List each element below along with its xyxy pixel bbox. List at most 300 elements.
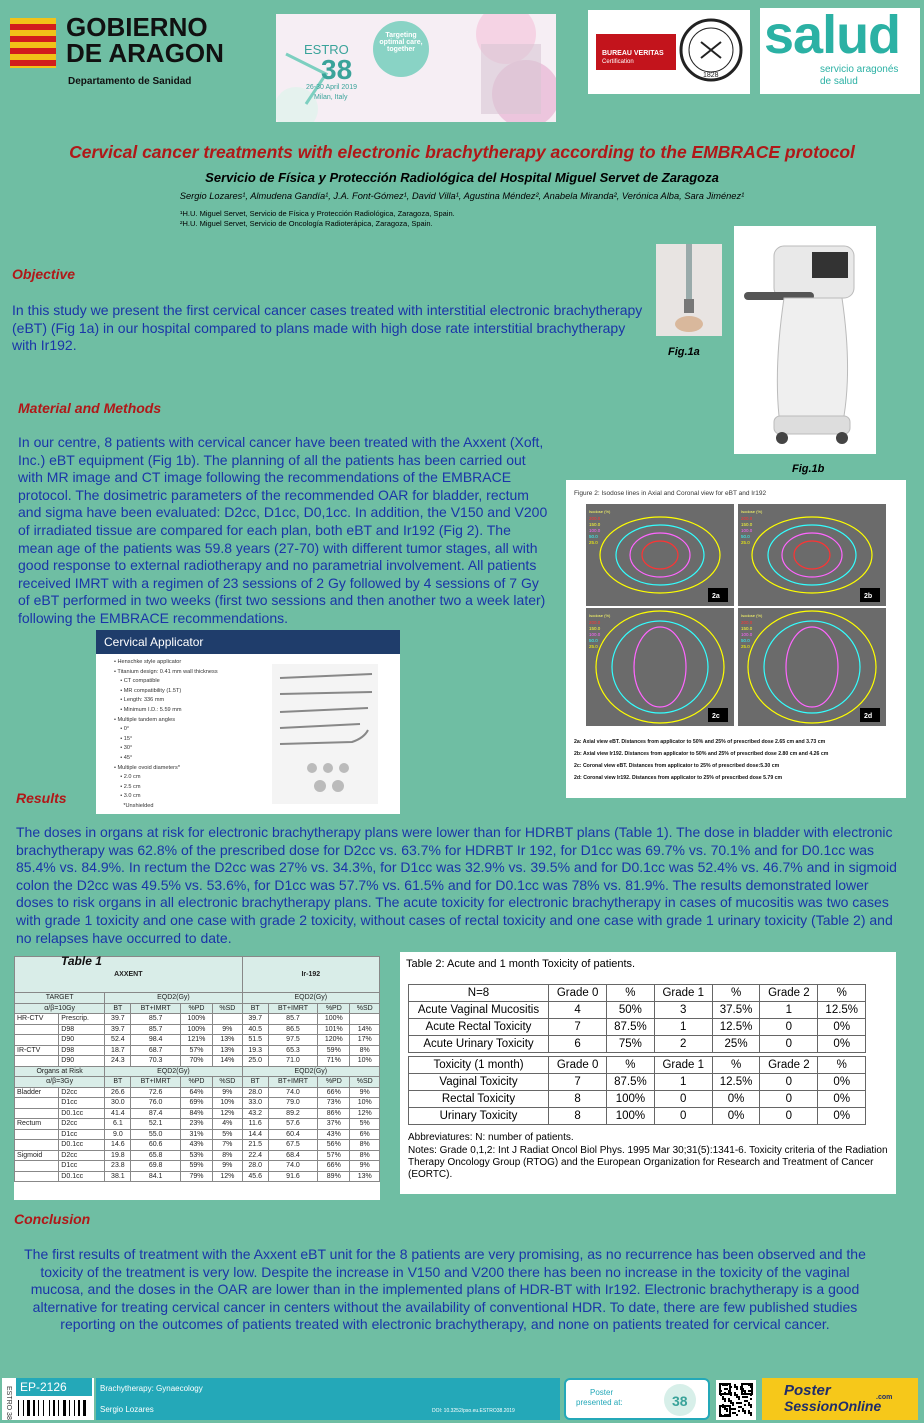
barcode-icon [16, 1398, 92, 1418]
table1-col-header: %SD [213, 1077, 243, 1088]
presented-line2: presented at: [576, 1398, 623, 1407]
table-cell: 19.3 [242, 1045, 268, 1056]
conclusion-heading: Conclusion [14, 1211, 91, 1227]
table1-eqd-axxent-2: EQD2(Gy) [157, 1067, 190, 1075]
table1-col-header: BT+IMRT [268, 1077, 317, 1088]
table-cell: 0% [818, 1036, 866, 1053]
table-cell: 8% [350, 1045, 380, 1056]
table-cell [15, 1098, 59, 1109]
table-cell: 71% [318, 1056, 350, 1067]
table-cell: Bladder [15, 1087, 59, 1098]
table1-col-header: %SD [213, 1003, 243, 1014]
table-cell: 86% [318, 1108, 350, 1119]
table-row [15, 1087, 380, 1098]
bv-year: 1828 [703, 72, 719, 79]
salud-word: salud [764, 5, 901, 65]
isodose-legend-value: 25.0 [741, 644, 750, 649]
methods-heading: Material and Methods [18, 400, 162, 416]
table-cell: 51.5 [242, 1035, 268, 1046]
table-cell: 18.7 [105, 1045, 131, 1056]
table-cell: 66% [318, 1087, 350, 1098]
table-cell: 65.3 [268, 1045, 317, 1056]
table-row [15, 1119, 380, 1130]
table-cell: 43% [318, 1129, 350, 1140]
table-row [15, 1161, 380, 1172]
pso-poster: Poster [784, 1382, 831, 1399]
table-cell: 9% [213, 1087, 243, 1098]
table-cell: 53% [180, 1150, 212, 1161]
table-row [15, 1045, 380, 1056]
table-cell: 100% [180, 1024, 212, 1035]
table-cell: 17% [350, 1035, 380, 1046]
isodose-panel-2d [738, 608, 886, 726]
table-cell: 25.0 [242, 1056, 268, 1067]
table-cell: 13% [213, 1035, 243, 1046]
table-cell: 22.4 [242, 1150, 268, 1161]
table-cell: 68.4 [268, 1150, 317, 1161]
table-cell: 87.5% [607, 1074, 654, 1091]
bureau-veritas-logo [588, 10, 750, 94]
fig1b-caption: Fig.1b [792, 463, 825, 475]
table-cell: D2cc [59, 1119, 105, 1130]
table-cell: 12% [213, 1108, 243, 1119]
objective-text: In this study we present the first cervical cancer cases treated with interstitial electronic brachytherapy (eBT) (Fig 1a) in our hospital compared to plans made with high dose rate interstitial brachytherapy with Ir192. [12, 302, 643, 354]
isodose-legend-value: 25.0 [589, 540, 598, 545]
table-cell: 12% [350, 1108, 380, 1119]
poster-subtitle: Servicio de Física y Protección Radiológica del Hospital Miguel Servet de Zaragoza [205, 170, 719, 185]
table-cell [15, 1056, 59, 1067]
figure2-title: Figure 2: Isodose lines in Axial and Coronal view for eBT and Ir192 [574, 490, 767, 497]
salud-logo [760, 5, 920, 94]
table-cell: 14% [213, 1056, 243, 1067]
panel-label: 2b [864, 593, 873, 600]
table-cell: 0% [818, 1019, 866, 1036]
table-cell: 100% [607, 1091, 654, 1108]
applicator-item: • 45° [114, 754, 133, 761]
table-cell: 0 [760, 1019, 818, 1036]
table-cell: HR-CTV [15, 1014, 59, 1025]
isodose-legend-value: 25.0 [741, 540, 750, 545]
table-cell: 89.2 [268, 1108, 317, 1119]
table-cell: 85.7 [131, 1014, 180, 1025]
table-cell: 11.6 [242, 1119, 268, 1130]
table-cell: 79.0 [268, 1098, 317, 1109]
table-cell: 39.7 [105, 1014, 131, 1025]
table-cell: 39.7 [242, 1014, 268, 1025]
table-cell: 9% [350, 1161, 380, 1172]
table-cell: 3 [654, 1002, 712, 1019]
table-cell: 69.8 [131, 1161, 180, 1172]
row-label: Vaginal Toxicity [409, 1074, 549, 1091]
isodose-legend-value: 200.0 [741, 620, 753, 625]
table2-abbrev: Abbreviatures: N: number of patients. [408, 1132, 574, 1143]
table1-col-header: %SD [350, 1003, 380, 1014]
affiliation-2: ²H.U. Miguel Servet, Servicio de Oncología Radioterápica, Zaragoza, Spain. [180, 219, 433, 228]
table-cell: 60.4 [268, 1129, 317, 1140]
table-cell: 0% [818, 1074, 866, 1091]
table-cell [213, 1014, 243, 1025]
table-cell: 2 [654, 1036, 712, 1053]
applicator-item: *Unshielded [114, 802, 154, 809]
table-cell: 10% [350, 1056, 380, 1067]
isodose-legend-value: 100.0 [741, 632, 753, 637]
panel-label: 2a [712, 593, 720, 600]
isodose-legend-title: Isodose (%) [589, 509, 611, 514]
isodose-images [566, 504, 906, 734]
table-cell: 5% [213, 1129, 243, 1140]
table1-eqd-ir-2: EQD2(Gy) [294, 1067, 328, 1075]
row-label: Rectal Toxicity [409, 1091, 549, 1108]
table-cell: 60.6 [131, 1140, 180, 1151]
table-cell: 64% [180, 1087, 212, 1098]
footer-category: Brachytherapy: Gynaecology [100, 1384, 203, 1393]
table-cell: 0 [654, 1108, 712, 1125]
footer-author: Sergio Lozares [100, 1405, 154, 1414]
methods-text: In our centre, 8 patients with cervical cancer have been treated with the Axxent (Xoft, Inc.) eBT equipment (Fig 1b). The planning of all the patients has been carried out with MR image and CT image following the recommendations of the EMBRACE protocol. The dosimetric parameters of the recommended OAR for bladder, rectum and sigma have been evaluated: D2cc, D1cc, D0,1cc. In addition, the V150 and V200 of irradiated tissue are compared for each plan, both eBT and Ir192 (Fig 2). The mean age of the patients was 59.8 years (27-70) with different tumor stages, all with good response to external radiotherapy and no parametrial involvement. All patients received IMRT with a regimen of 23 sessions of 2 Gy followed by 4 sessions of 7 Gy of eBT performed in two weeks (first two sessions and then another two a week later) following the EMBRACE recommendations. [18, 434, 548, 626]
table-cell: 74.0 [268, 1161, 317, 1172]
table-cell: % [818, 985, 866, 1002]
table-row [409, 1036, 866, 1053]
caption-2b: 2b: Axial view Ir192. Distances from applicator to 50% and 25% of prescribed dose 2.80 cm and 4.26 cm [574, 751, 829, 757]
applicator-item: • 0° [114, 726, 130, 733]
table-cell: 59% [318, 1045, 350, 1056]
table-cell: 100% [607, 1108, 654, 1125]
table-cell: 76.0 [131, 1098, 180, 1109]
table-cell: 8 [549, 1091, 607, 1108]
table-cell: 0% [818, 1091, 866, 1108]
table-cell: D0.1cc [59, 1140, 105, 1151]
table-cell: 19.8 [105, 1150, 131, 1161]
table-cell: 69% [180, 1098, 212, 1109]
table-cell: 66% [318, 1161, 350, 1172]
footer-doi: DOI: 10.3252/pso.eu.ESTRO38.2019 [432, 1408, 515, 1414]
table-cell: % [818, 1057, 866, 1074]
isodose-legend-value: 25.0 [589, 644, 598, 649]
applicator-item: • Multiple tandem angles [114, 716, 176, 723]
estro-name: ESTRO [304, 42, 349, 57]
table1-col-header: BT [105, 1077, 131, 1088]
table-cell: 0 [760, 1036, 818, 1053]
results-text: The doses in organs at risk for electronic brachytherapy plans were lower than for HDRBT plans (Table 1). The dose in bladder with electronic brachytherapy was 62.8% of the prescribed dose for D2cc vs. 63.7% for HDRBT Ir 192, for D1cc was 69.7% vs. 70.1% and for D0.1cc was 85.4% vs. 84.9%. In rectum the D2cc was 27% vs. 34.3%, for D1cc was 32.9% vs. 39.5% and for D0.1cc was 52.4% vs. 46.7% and in sigmoid colon the D2cc was 49.5% vs. 53.6%, for D1cc was 57.7% vs. 61.5% and for D0.1cc was 78% vs. 81.9%. The results demonstrated lower doses to risk organs in all electronic brachytherapy plans. The acute toxicity for electronic brachytherapy in cases of mucositis was two cases with grade 1 toxicity and one case with grade 2 toxicity, without cases of rectal toxicity and one case with grade 1 urinary toxicity (Table 2) and no relapses have occurred to date. [16, 824, 897, 946]
table-cell: 74.0 [268, 1087, 317, 1098]
table-cell: 57% [318, 1150, 350, 1161]
qr-code[interactable] [716, 1380, 756, 1420]
table1-col-header: BT+IMRT [268, 1003, 317, 1014]
isodose-legend-value: 150.0 [589, 522, 601, 527]
table-cell: 12.5% [712, 1019, 759, 1036]
gobierno-line2: DE ARAGON [66, 38, 224, 68]
table-cell: 12.5% [818, 1002, 866, 1019]
table-cell: 1 [654, 1074, 712, 1091]
table-cell: 89% [318, 1171, 350, 1182]
affiliation-1: ¹H.U. Miguel Servet, Servicio de Física y Protección Radiológica, Zaragoza, Spain. [180, 209, 455, 218]
table-cell: D0.1cc [59, 1171, 105, 1182]
table1 [14, 956, 380, 1200]
panel-label: 2d [864, 713, 873, 720]
fig1a-image [656, 244, 722, 336]
poster-id-badge [16, 1378, 92, 1396]
estro-decoration-icon [276, 14, 556, 122]
table-row [15, 1140, 380, 1151]
table-cell: 24.3 [105, 1056, 131, 1067]
table-cell: 56% [318, 1140, 350, 1151]
table1-title: Table 1 [61, 954, 102, 968]
table-cell: Grade 0 [549, 1057, 607, 1074]
isodose-panel-2b [738, 504, 886, 606]
table-cell: 1 [654, 1019, 712, 1036]
applicator-item: • 15° [114, 735, 133, 742]
table-cell: Grade 2 [760, 1057, 818, 1074]
table1-col-header: BT [242, 1003, 268, 1014]
row-label: N=8 [409, 985, 549, 1002]
table-cell: 37.5% [712, 1002, 759, 1019]
gobierno-aragon-logo [10, 14, 250, 94]
table1-col-header: %PD [180, 1077, 212, 1088]
applicator-item: • Multiple ovoid diameters* [114, 764, 181, 771]
footer-side-code: ESTRO 38 [5, 1386, 12, 1420]
table-cell: 0% [818, 1108, 866, 1125]
table-cell: Grade 1 [654, 1057, 712, 1074]
table-cell: 37% [318, 1119, 350, 1130]
salud-sub1: servicio aragonés [820, 64, 899, 75]
table-cell: 87.4 [131, 1108, 180, 1119]
isodose-legend-value: 150.0 [741, 522, 753, 527]
table-row [15, 1056, 380, 1067]
table-cell: 28.0 [242, 1087, 268, 1098]
table-row [409, 1091, 866, 1108]
svg-text:38: 38 [672, 1393, 688, 1409]
isodose-legend-value: 50.0 [741, 638, 750, 643]
table-cell: 6.1 [105, 1119, 131, 1130]
table-cell: 68.7 [131, 1045, 180, 1056]
isodose-panel-2a [586, 504, 734, 606]
table-cell: 57.6 [268, 1119, 317, 1130]
isodose-legend-value: 150.0 [741, 626, 753, 631]
table-cell: 75% [607, 1036, 654, 1053]
table-cell: 41.4 [105, 1108, 131, 1119]
table-cell [15, 1108, 59, 1119]
applicator-tubes-icon [272, 664, 378, 804]
gobierno-line1: GOBIERNO [66, 12, 208, 42]
table-cell: 13% [213, 1045, 243, 1056]
table-cell: 9% [350, 1087, 380, 1098]
table1-axxent: AXXENT [114, 970, 143, 978]
table-cell: 72.6 [131, 1087, 180, 1098]
poster-id: EP-2126 [20, 1380, 67, 1394]
table-cell: Grade 1 [654, 985, 712, 1002]
table1-col-header: BT+IMRT [131, 1003, 180, 1014]
table-cell: 0 [654, 1091, 712, 1108]
table-cell: D98 [59, 1045, 105, 1056]
table-cell: 65.8 [131, 1150, 180, 1161]
table-cell: 6 [549, 1036, 607, 1053]
authors: Sergio Lozares¹, Almudena Gandía¹, J.A. Font-Gómez¹, David Villa¹, Agustina Méndez², Anabela Miranda², Verónica Alba, Sara Jiménez¹ [179, 191, 745, 201]
table-row [409, 1002, 866, 1019]
estro-banner [276, 14, 556, 122]
table-row [15, 1098, 380, 1109]
table-cell: 121% [180, 1035, 212, 1046]
table-cell [350, 1014, 380, 1025]
table1-target: TARGET [45, 994, 74, 1001]
electronic-source-icon [656, 244, 722, 336]
table-cell: % [712, 1057, 759, 1074]
applicator-item: • 2.0 cm [114, 774, 141, 781]
postersessiononline-logo[interactable] [762, 1378, 918, 1420]
table-cell: 98.4 [131, 1035, 180, 1046]
caption-2a: 2a: Axial view eBT. Distances from applicator to 50% and 25% of prescribed dose 2.65 cm and 3.73 cm [574, 739, 826, 745]
table-cell [15, 1129, 59, 1140]
table-cell: 4% [213, 1119, 243, 1130]
table-row [15, 1129, 380, 1140]
table-cell: 43% [180, 1140, 212, 1151]
table-cell [15, 1024, 59, 1035]
pso-session: SessionOnline [784, 1398, 882, 1414]
isodose-legend-value: 50.0 [741, 534, 750, 539]
table-cell: 28.0 [242, 1161, 268, 1172]
table-cell: 100% [180, 1014, 212, 1025]
table-row [15, 1014, 380, 1025]
table-cell: 57% [180, 1045, 212, 1056]
table-cell: D1cc [59, 1129, 105, 1140]
table-row [15, 1035, 380, 1046]
table-cell: 8% [350, 1140, 380, 1151]
table-cell: 84.1 [131, 1171, 180, 1182]
table-cell: D1cc [59, 1161, 105, 1172]
isodose-legend-value: 200.0 [589, 620, 601, 625]
isodose-legend-value: 150.0 [589, 626, 601, 631]
table1-eqd-axxent: EQD2(Gy) [157, 994, 190, 1001]
table-cell: 38.1 [105, 1171, 131, 1182]
table-row [409, 1057, 866, 1074]
table-cell [15, 1161, 59, 1172]
table-row [409, 1108, 866, 1125]
table-cell: 85.7 [131, 1024, 180, 1035]
table-cell: 45.6 [242, 1171, 268, 1182]
fig1b-image [734, 226, 876, 454]
table-cell: 70% [180, 1056, 212, 1067]
figure2-captions [574, 736, 828, 784]
table-cell: 4 [549, 1002, 607, 1019]
row-label: Toxicity (1 month) [409, 1057, 549, 1074]
table-cell: Prescrip. [59, 1014, 105, 1025]
table-cell: 39.7 [105, 1024, 131, 1035]
row-label: Acute Urinary Toxicity [409, 1036, 549, 1053]
table1-ab3: α/β=3Gy [46, 1078, 74, 1085]
table-cell: Rectum [15, 1119, 59, 1130]
table-cell: D90 [59, 1056, 105, 1067]
table-cell: % [607, 985, 654, 1002]
table-cell: 100% [318, 1014, 350, 1025]
pso-com: .com [876, 1394, 893, 1401]
table1-ir192: Ir-192 [301, 970, 321, 978]
table-cell: 23.8 [105, 1161, 131, 1172]
table-cell: 33.0 [242, 1098, 268, 1109]
table-cell: 8 [549, 1108, 607, 1125]
table-cell: 21.5 [242, 1140, 268, 1151]
table2-title: Table 2: Acute and 1 month Toxicity of patients. [406, 958, 636, 970]
table-row [409, 1019, 866, 1036]
table-row [15, 1108, 380, 1119]
table-cell: 86.5 [268, 1024, 317, 1035]
applicator-title: Cervical Applicator [96, 630, 400, 654]
table-cell: 40.5 [242, 1024, 268, 1035]
table-cell: 14% [350, 1024, 380, 1035]
table-cell: 1 [760, 1002, 818, 1019]
applicator-item: • 30° [114, 745, 133, 752]
table1-col-header: %PD [318, 1077, 350, 1088]
applicator-item: • 2.5 cm [114, 783, 141, 790]
table1-ab10: α/β=10Gy [44, 1004, 76, 1012]
table-cell: 7% [213, 1140, 243, 1151]
table-cell: 31% [180, 1129, 212, 1140]
table-cell: 0 [760, 1091, 818, 1108]
table-cell: 67.5 [268, 1140, 317, 1151]
table-row [409, 985, 866, 1002]
table1-col-header: BT+IMRT [131, 1077, 180, 1088]
table-cell: 84% [180, 1108, 212, 1119]
table-cell: 9.0 [105, 1129, 131, 1140]
table-cell [15, 1171, 59, 1182]
table-cell: 0% [712, 1108, 759, 1125]
axxent-machine-icon [734, 226, 876, 454]
estro-number: 38 [321, 54, 353, 85]
table-cell: 0 [760, 1108, 818, 1125]
table-cell: % [712, 985, 759, 1002]
table-cell: 12% [213, 1171, 243, 1182]
isodose-legend-value: 200.0 [589, 516, 601, 521]
table-cell: D0.1cc [59, 1108, 105, 1119]
bv-text1: BUREAU VERITAS [602, 50, 664, 57]
row-label: Acute Rectal Toxicity [409, 1019, 549, 1036]
table-cell [15, 1140, 59, 1151]
applicator-item: • Minimum I.D.: 5.59 mm [114, 706, 182, 713]
table-cell: 25% [712, 1036, 759, 1053]
table-cell: 0% [712, 1091, 759, 1108]
table-cell: D1cc [59, 1098, 105, 1109]
table-cell: 87.5% [607, 1019, 654, 1036]
table-cell: 8% [213, 1150, 243, 1161]
table-cell: Grade 2 [760, 985, 818, 1002]
table-cell: 14.6 [105, 1140, 131, 1151]
table-cell: IR-CTV [15, 1045, 59, 1056]
table-cell: 73% [318, 1098, 350, 1109]
poster-title: Cervical cancer treatments with electronic brachytherapy according to the EMBRACE protocol [69, 142, 855, 162]
table-cell: 0 [760, 1074, 818, 1091]
isodose-legend-value: 100.0 [589, 632, 601, 637]
table-cell: 120% [318, 1035, 350, 1046]
footer-info-bar [96, 1378, 560, 1420]
table-cell: 70.3 [131, 1056, 180, 1067]
applicator-item: • 3.0 cm [114, 793, 141, 800]
table-cell: D98 [59, 1024, 105, 1035]
salud-sub2: de salud [820, 76, 858, 87]
isodose-legend-value: 50.0 [589, 534, 598, 539]
table-cell: 10% [213, 1098, 243, 1109]
estro-badge-icon [660, 1382, 700, 1418]
qr-code-icon [716, 1380, 756, 1420]
isodose-legend-value: 100.0 [741, 528, 753, 533]
isodose-panel-2c [586, 608, 734, 726]
table-row [409, 1074, 866, 1091]
isodose-legend-value: 200.0 [741, 516, 753, 521]
applicator-item: • Length: 336 mm [114, 697, 165, 704]
table-row [15, 1024, 380, 1035]
table-cell: 43.2 [242, 1108, 268, 1119]
table-cell: 55.0 [131, 1129, 180, 1140]
isodose-legend-value: 50.0 [589, 638, 598, 643]
table1-col-header: %SD [350, 1077, 380, 1088]
table-cell: D90 [59, 1035, 105, 1046]
